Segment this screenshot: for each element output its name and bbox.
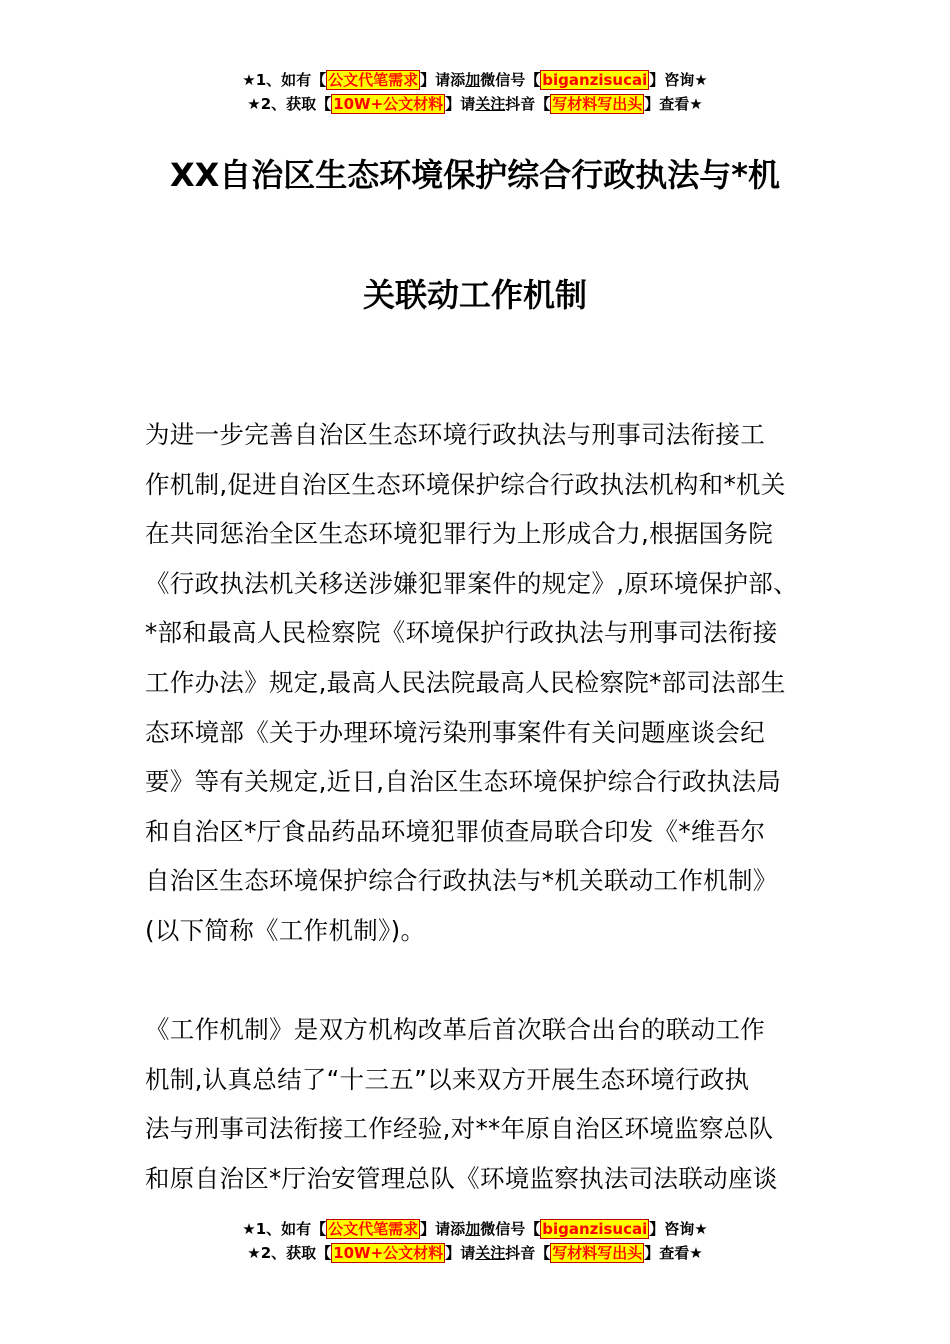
paragraph-line: 为进一步完善自治区生态环境行政执法与刑事司法衔接工 bbox=[145, 420, 765, 449]
banner-text: 】请 bbox=[445, 1244, 476, 1262]
banner-text: 】请 bbox=[445, 95, 476, 113]
banner-line-2 bbox=[0, 92, 950, 116]
paragraph-line: *部和最高人民检察院《环境保护行政执法与刑事司法衔接 bbox=[145, 618, 778, 648]
banner-text: ★1、如有【 bbox=[242, 1220, 327, 1238]
paragraph-line: 在共同惩治全区生态环境犯罪行为上形成合力,根据国务院 bbox=[145, 519, 774, 549]
banner-text: 微信号【 bbox=[480, 1220, 541, 1238]
banner-text: ★1、如有【 bbox=[242, 71, 327, 89]
banner-underlined: 关注 bbox=[475, 1244, 506, 1262]
highlight-ghostwriting: 公文代笔需求 bbox=[328, 71, 419, 89]
banner-text: 】查看★ bbox=[644, 95, 703, 113]
banner-text: 微信号【 bbox=[480, 71, 541, 89]
banner-underlined: 关注 bbox=[475, 95, 506, 113]
paragraph-line: 和原自治区*厅治安管理总队《环境监察执法司法联动座谈 bbox=[145, 1163, 778, 1193]
banner-text: 】咨询★ bbox=[649, 71, 708, 89]
paragraph-line: (以下简称《工作机制》)。 bbox=[145, 915, 426, 945]
paragraph-line: 和自治区*厅食品药品环境犯罪侦查局联合印发《*维吾尔 bbox=[145, 816, 766, 846]
banner-text: 】请添 bbox=[420, 71, 466, 89]
footer-banner bbox=[0, 1217, 950, 1265]
document-title-line-2: 关联动工作机制 bbox=[362, 276, 587, 314]
highlight-douyin-account: 写材料写出头 bbox=[552, 1244, 643, 1262]
paragraph-line: 《工作机制》是双方机构改革后首次联合出台的联动工作 bbox=[145, 1015, 765, 1044]
paragraph-line: 要》等有关规定,近日,自治区生态环境保护综合行政执法局 bbox=[145, 767, 782, 797]
paragraph-line: 作机制,促进自治区生态环境保护综合行政执法机构和*机关 bbox=[145, 469, 786, 499]
document-title-line-1: XX自治区生态环境保护综合行政执法与*机 bbox=[169, 156, 781, 194]
highlight-wechat-id: biganzisucai bbox=[542, 71, 648, 89]
paragraph-line: 《行政执法机关移送涉嫌犯罪案件的规定》,原环境保护部、 bbox=[145, 568, 798, 598]
body-paragraph-1 bbox=[145, 410, 825, 956]
highlight-douyin-account: 写材料写出头 bbox=[552, 95, 643, 113]
banner-line-1 bbox=[0, 68, 950, 92]
highlight-wechat-id: biganzisucai bbox=[542, 1220, 648, 1238]
banner-text: 】咨询★ bbox=[649, 1220, 708, 1238]
paragraph-line: 工作办法》规定,最高人民法院最高人民检察院*部司法部生 bbox=[145, 667, 786, 697]
banner-text: 抖音【 bbox=[505, 95, 551, 113]
banner-text: 抖音【 bbox=[505, 1244, 551, 1262]
banner-text: 】查看★ bbox=[644, 1244, 703, 1262]
highlight-materials: 10W+公文材料 bbox=[333, 1244, 444, 1262]
header-banner bbox=[0, 68, 950, 116]
banner-underlined: 加 bbox=[465, 1220, 481, 1238]
body-paragraph-2 bbox=[145, 1005, 825, 1203]
paragraph-line: 机制,认真总结了“十三五”以来双方开展生态环境行政执 bbox=[145, 1064, 750, 1094]
banner-underlined: 加 bbox=[465, 71, 481, 89]
paragraph-line: 法与刑事司法衔接工作经验,对**年原自治区环境监察总队 bbox=[145, 1114, 774, 1144]
banner-line-2 bbox=[0, 1241, 950, 1265]
banner-text: ★2、获取【 bbox=[247, 95, 332, 113]
banner-text: 】请添 bbox=[420, 1220, 466, 1238]
paragraph-line: 自治区生态环境保护综合行政执法与*机关联动工作机制》 bbox=[145, 866, 778, 896]
paragraph-line: 态环境部《关于办理环境污染刑事案件有关问题座谈会纪 bbox=[145, 717, 765, 747]
highlight-materials: 10W+公文材料 bbox=[333, 95, 444, 113]
banner-text: ★2、获取【 bbox=[247, 1244, 332, 1262]
banner-line-1 bbox=[0, 1217, 950, 1241]
highlight-ghostwriting: 公文代笔需求 bbox=[328, 1220, 419, 1238]
